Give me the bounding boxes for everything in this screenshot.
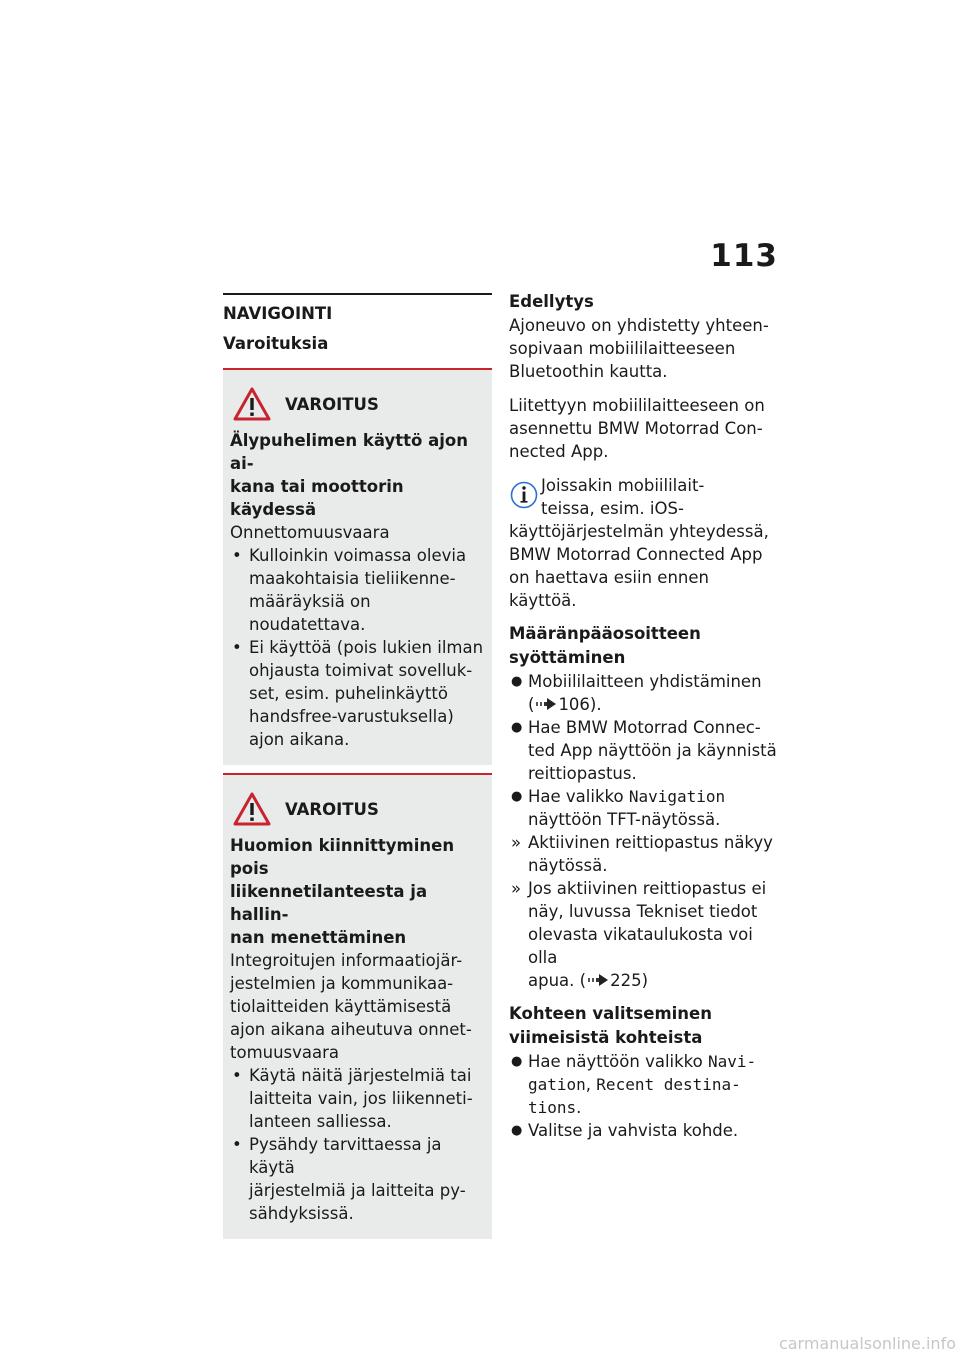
list-item-line: olevasta vikataulukosta voi olla bbox=[528, 925, 753, 967]
section-rule bbox=[223, 293, 492, 295]
list-item bbox=[509, 716, 781, 785]
info-note bbox=[509, 474, 781, 612]
warning-heading-line: Älypuhelimen käyttö ajon ai- bbox=[230, 431, 468, 473]
warning-subtitle-line: tomuusvaara bbox=[230, 1043, 340, 1062]
prerequisite-paragraph-1 bbox=[509, 314, 781, 383]
bullet-dot: • bbox=[232, 638, 242, 657]
warning-subtitle-line: jestelmien ja kommunikaa- bbox=[230, 974, 454, 993]
list-item bbox=[509, 1050, 781, 1119]
list-item-line: järjestelmiä ja laitteita py- bbox=[249, 1181, 466, 1200]
warning-subtitle-line: tiolaitteiden käyttämisestä bbox=[230, 997, 452, 1016]
text-line: Ajoneuvo on yhdistetty yhteen- bbox=[509, 316, 769, 335]
page-reference bbox=[528, 969, 781, 992]
menu-name-navigation: Navigation bbox=[628, 787, 726, 806]
bullet-dot: • bbox=[232, 1135, 242, 1154]
warning-bullets bbox=[230, 1064, 484, 1225]
title-line: Kohteen valitseminen bbox=[509, 1004, 712, 1023]
text-run: Hae näyttöön valikko bbox=[528, 1052, 708, 1071]
list-item-line bbox=[528, 1073, 781, 1096]
list-item-line: ajon aikana. bbox=[249, 730, 350, 749]
warning-heading-line: liikennetilanteesta ja hallin- bbox=[230, 882, 428, 924]
list-item-line: Aktiivinen reittiopastus näkyy bbox=[528, 833, 773, 852]
text-line: teissa, esim. iOS- bbox=[541, 499, 684, 518]
right-column bbox=[509, 290, 781, 1142]
list-item-line bbox=[528, 785, 781, 808]
list-item-line: näy, luvussa Tekniset tiedot bbox=[528, 902, 758, 921]
warning-heading-line: kana tai moottorin käydessä bbox=[230, 477, 404, 519]
warning-subtitle-line: ajon aikana aiheutuva onnet- bbox=[230, 1020, 472, 1039]
list-item bbox=[509, 670, 781, 716]
text-run: Hae valikko bbox=[528, 787, 629, 806]
list-item-line: näyttöön TFT-näytössä. bbox=[528, 810, 721, 829]
recent-destinations-title bbox=[509, 1002, 781, 1050]
list-item bbox=[230, 1064, 484, 1133]
list-item-line: ted App näyttöön ja käynnistä bbox=[528, 741, 777, 760]
text-run: . bbox=[576, 1098, 582, 1117]
recent-destinations-steps bbox=[509, 1050, 781, 1142]
warning-heading-line: nan menettäminen bbox=[230, 928, 407, 947]
warning-label: VAROITUS bbox=[285, 799, 379, 819]
warning-triangle-icon bbox=[233, 792, 271, 826]
info-icon bbox=[509, 478, 539, 514]
section-title: NAVIGOINTI bbox=[223, 304, 333, 323]
page-number: 113 bbox=[710, 238, 778, 274]
prerequisite-paragraph-2 bbox=[509, 394, 781, 463]
list-item bbox=[509, 1119, 781, 1142]
watermark: carmanualsonline.info bbox=[778, 1334, 956, 1353]
title-line: viimeisistä kohteista bbox=[509, 1028, 703, 1047]
list-item-line: Valitse ja vahvista kohde. bbox=[528, 1121, 739, 1140]
subsection-title: Varoituksia bbox=[223, 334, 329, 353]
list-item bbox=[509, 785, 781, 831]
list-item-line: set, esim. puhelinkäyttö bbox=[249, 684, 448, 703]
page-ref-arrow-icon bbox=[536, 698, 556, 710]
menu-name-recent-destinations: tions bbox=[528, 1098, 577, 1117]
left-column bbox=[223, 293, 492, 1239]
list-item-line: määräyksiä on noudatettava. bbox=[249, 592, 371, 634]
ref-page-number: 106). bbox=[558, 695, 602, 714]
text-line: nected App. bbox=[509, 442, 609, 461]
page-reference bbox=[528, 693, 781, 716]
result-item bbox=[509, 831, 781, 877]
destination-entry-title bbox=[509, 622, 781, 670]
ref-page-number: 225) bbox=[610, 971, 649, 990]
list-item bbox=[230, 1133, 484, 1225]
text-line: käyttöjärjestelmän yhteydessä, bbox=[509, 522, 769, 541]
text-run: , bbox=[585, 1075, 597, 1094]
warning-header bbox=[230, 384, 484, 424]
step-bullet: ● bbox=[511, 674, 523, 689]
list-item-line: handsfree-varustuksella) bbox=[249, 707, 454, 726]
step-bullet: ● bbox=[511, 789, 523, 804]
bullet-dot: • bbox=[232, 546, 242, 565]
list-item-line: Ei käyttöä (pois lukien ilman bbox=[249, 638, 484, 657]
title-line: syöttäminen bbox=[509, 648, 626, 667]
list-item-line: sähdyksissä. bbox=[249, 1204, 354, 1223]
list-item-line: reittiopastus. bbox=[528, 764, 637, 783]
step-bullet: ● bbox=[511, 1123, 523, 1138]
warning-box-1 bbox=[223, 368, 492, 765]
step-bullet: ● bbox=[511, 720, 523, 735]
list-item-line: Käytä näitä järjestelmiä tai bbox=[249, 1066, 472, 1085]
text-line: Liitettyyn mobiililaitteeseen on bbox=[509, 396, 765, 415]
page-ref-arrow-icon bbox=[588, 974, 608, 986]
list-item bbox=[230, 544, 484, 636]
list-item-line bbox=[528, 1096, 781, 1119]
list-item-line: näytössä. bbox=[528, 856, 608, 875]
warning-triangle-icon bbox=[233, 387, 271, 421]
warning-bullets bbox=[230, 544, 484, 751]
list-item-line: laitteita vain, jos liikenneti- bbox=[249, 1089, 473, 1108]
result-item bbox=[509, 877, 781, 992]
warning-label: VAROITUS bbox=[285, 394, 379, 414]
warning-subtitle-line: Integroitujen informaatiojär- bbox=[230, 951, 463, 970]
list-item-line: maakohtaisia tieliikenne- bbox=[249, 569, 456, 588]
result-marker: » bbox=[511, 879, 522, 898]
warning-heading-line: Huomion kiinnittyminen pois bbox=[230, 836, 455, 878]
warning-box-2 bbox=[223, 773, 492, 1239]
ref-paren: ( bbox=[528, 695, 535, 714]
text-run: apua. ( bbox=[528, 971, 587, 990]
destination-entry-steps bbox=[509, 670, 781, 992]
text-line: BMW Motorrad Connected App bbox=[509, 545, 763, 564]
text-line: Joissakin mobiililait- bbox=[541, 476, 705, 495]
result-marker: » bbox=[511, 833, 522, 852]
list-item-line: Mobiililaitteen yhdistäminen bbox=[528, 672, 762, 691]
list-item-line: Hae BMW Motorrad Connec- bbox=[528, 718, 761, 737]
warning-subtitle: Onnettomuusvaara bbox=[230, 523, 390, 542]
list-item-line: Kulloinkin voimassa olevia bbox=[249, 546, 467, 565]
bullet-dot: • bbox=[232, 1066, 242, 1085]
list-item-line bbox=[528, 1050, 781, 1073]
list-item bbox=[230, 636, 484, 751]
step-bullet: ● bbox=[511, 1054, 523, 1069]
list-item-line: Pysähdy tarvittaessa ja käytä bbox=[249, 1135, 442, 1177]
list-item-line: ohjausta toimivat sovelluk- bbox=[249, 661, 473, 680]
text-line: Bluetoothin kautta. bbox=[509, 362, 668, 381]
menu-name-navigation: gation bbox=[528, 1075, 586, 1094]
menu-name-recent-destinations: Recent destina- bbox=[596, 1075, 741, 1094]
list-item-line: Jos aktiivinen reittiopastus ei bbox=[528, 879, 767, 898]
title-line: Määränpääosoitteen bbox=[509, 624, 701, 643]
prerequisite-title: Edellytys bbox=[509, 292, 594, 311]
menu-name-navigation: Navi- bbox=[708, 1052, 757, 1071]
warning-header bbox=[230, 789, 484, 829]
text-line: käyttöä. bbox=[509, 591, 577, 610]
text-line: on haettava esiin ennen bbox=[509, 568, 709, 587]
list-item-line: lanteen salliessa. bbox=[249, 1112, 392, 1131]
text-line: asennettu BMW Motorrad Con- bbox=[509, 419, 763, 438]
text-line: sopivaan mobiililaitteeseen bbox=[509, 339, 736, 358]
